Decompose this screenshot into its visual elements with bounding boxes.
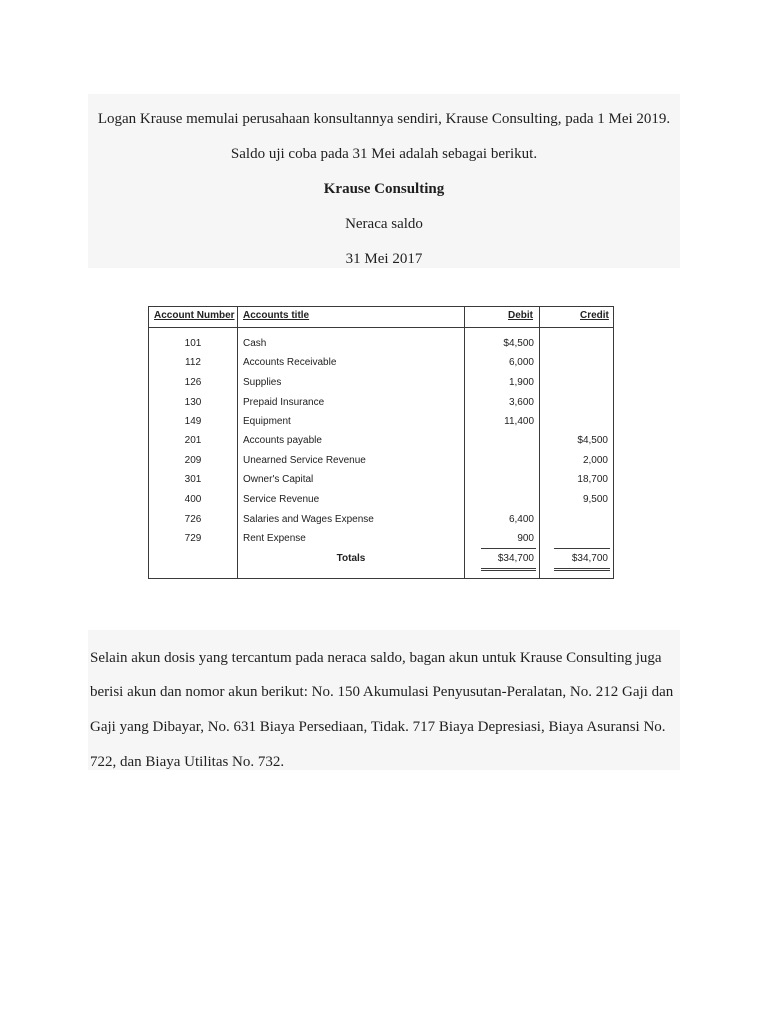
account-title: Equipment xyxy=(243,416,291,427)
credit-amount: 2,000 xyxy=(582,455,608,466)
table-row xyxy=(149,375,613,391)
paragraph-line: berisi akun dan nomor akun berikut: No. 150 Akumulasi Penyusutan-Peralatan, No. 212 Gaji dan xyxy=(90,684,674,700)
account-title: Cash xyxy=(243,338,267,349)
chart-of-accounts-paragraph xyxy=(88,630,680,770)
debit-amount: 11,400 xyxy=(504,416,534,427)
debit-amount: $4,500 xyxy=(503,338,534,349)
account-title: Prepaid Insurance xyxy=(243,397,325,408)
table-row xyxy=(149,453,613,469)
account-number: 112 xyxy=(185,357,201,368)
header-account-number: Account Number xyxy=(154,310,235,321)
totals-row xyxy=(149,551,613,567)
header-debit: Debit xyxy=(508,310,533,321)
report-title: Neraca saldo xyxy=(345,216,423,232)
paragraph-line: 722, dan Biaya Utilitas No. 732. xyxy=(90,754,285,770)
table-row xyxy=(149,336,613,352)
account-number: 130 xyxy=(184,397,202,408)
account-title: Owner's Capital xyxy=(243,474,314,485)
credit-double-rule xyxy=(554,568,610,571)
credit-sum-rule xyxy=(554,548,610,549)
company-name: Krause Consulting xyxy=(323,181,445,197)
account-number: 400 xyxy=(184,494,202,505)
header-rule xyxy=(149,327,613,328)
intro-line-2: Saldo uji coba pada 31 Mei adalah sebagai berikut. xyxy=(230,146,538,162)
table-row xyxy=(149,512,613,528)
report-date: 31 Mei 2017 xyxy=(345,251,423,267)
intro-block xyxy=(88,94,680,268)
account-title: Supplies xyxy=(243,377,282,388)
table-row xyxy=(149,472,613,488)
account-number: 301 xyxy=(184,474,202,485)
account-title: Unearned Service Revenue xyxy=(243,455,366,466)
account-title: Rent Expense xyxy=(243,533,306,544)
debit-amount: 1,900 xyxy=(508,377,534,388)
account-number: 729 xyxy=(184,533,202,544)
table-row xyxy=(149,395,613,411)
account-number: 209 xyxy=(184,455,202,466)
account-number: 149 xyxy=(184,416,202,427)
trial-balance-table xyxy=(148,306,614,579)
debit-amount: 6,400 xyxy=(508,514,534,525)
header-credit: Credit xyxy=(580,310,609,321)
account-title: Salaries and Wages Expense xyxy=(243,514,374,525)
debit-amount: 6,000 xyxy=(508,357,534,368)
table-row xyxy=(149,355,613,371)
account-title: Accounts payable xyxy=(243,435,322,446)
table-row xyxy=(149,492,613,508)
credit-amount: $4,500 xyxy=(577,435,608,446)
table-row xyxy=(149,531,613,547)
totals-label: Totals xyxy=(336,553,366,564)
debit-amount: 900 xyxy=(517,533,534,544)
credit-amount: 9,500 xyxy=(582,494,608,505)
account-title: Service Revenue xyxy=(243,494,320,505)
account-number: 126 xyxy=(184,377,202,388)
account-number: 101 xyxy=(184,338,202,349)
table-row xyxy=(149,433,613,449)
account-number: 201 xyxy=(184,435,202,446)
account-number: 726 xyxy=(184,514,202,525)
header-account-title: Accounts title xyxy=(243,310,310,321)
paragraph-line: Selain akun dosis yang tercantum pada neraca saldo, bagan akun untuk Krause Consulting juga xyxy=(90,650,662,666)
debit-double-rule xyxy=(481,568,536,571)
account-title: Accounts Receivable xyxy=(243,357,337,368)
paragraph-line: Gaji yang Dibayar, No. 631 Biaya Persediaan, Tidak. 717 Biaya Depresiasi, Biaya Asuransi No. xyxy=(90,719,666,735)
debit-sum-rule xyxy=(481,548,536,549)
table-row xyxy=(149,414,613,430)
total-debit: $34,700 xyxy=(497,553,534,564)
intro-line-1: Logan Krause memulai perusahaan konsultannya sendiri, Krause Consulting, pada 1 Mei 2019. xyxy=(97,111,671,127)
credit-amount: 18,700 xyxy=(577,474,608,485)
total-credit: $34,700 xyxy=(571,553,608,564)
debit-amount: 3,600 xyxy=(508,397,534,408)
